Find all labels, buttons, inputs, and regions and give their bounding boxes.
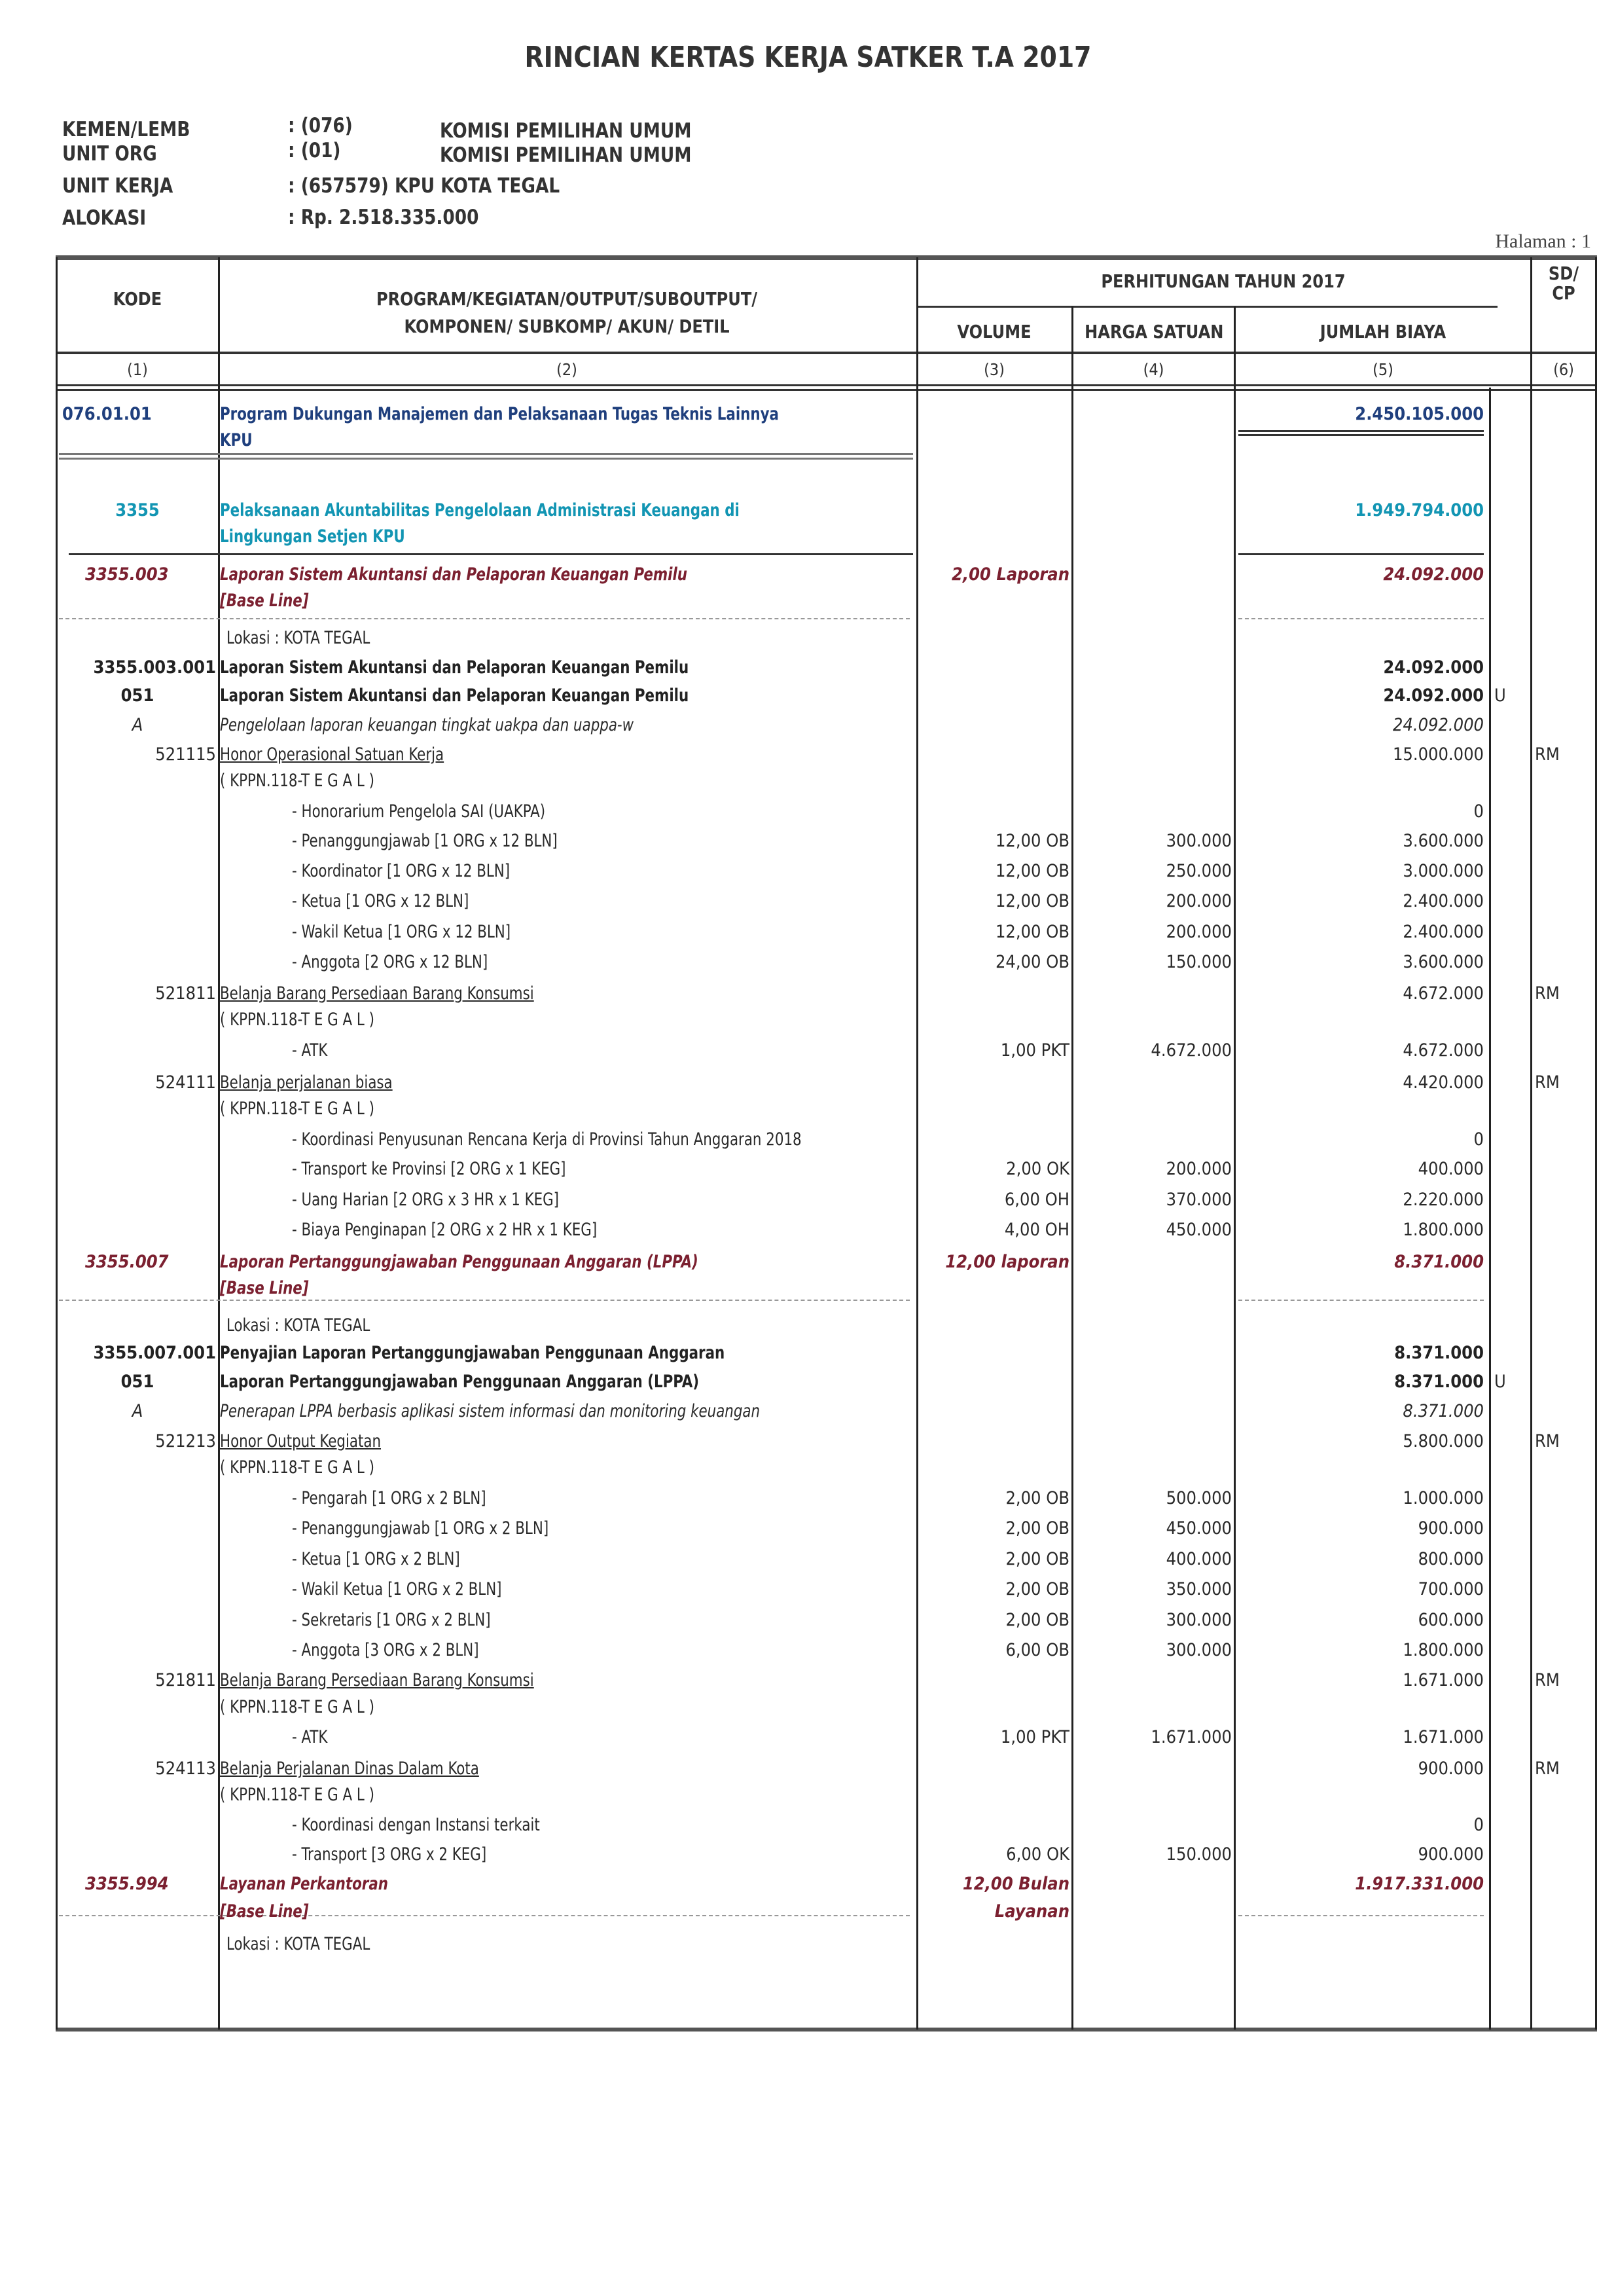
row-jumlah-biaya: 1.000.000: [1403, 1488, 1484, 1508]
row-harga-satuan: 200.000: [1166, 1159, 1232, 1179]
row-description: Belanja Perjalanan Dinas Dalam Kota: [220, 1758, 479, 1779]
col-header-perhitungan: PERHITUNGAN TAHUN 2017: [1101, 270, 1346, 292]
row-kode: 3355: [115, 500, 160, 520]
row-harga-satuan: 150.000: [1166, 952, 1232, 972]
row-description: ( KPPN.118-T E G A L ): [220, 1785, 374, 1805]
row-harga-satuan: 450.000: [1166, 1220, 1232, 1240]
row-description-line2: KPU: [220, 430, 253, 450]
col-border-jumlah: [1489, 388, 1491, 2030]
unit-org-code: : (01): [288, 139, 341, 162]
row-description: ( KPPN.118-T E G A L ): [220, 1697, 374, 1717]
unit-org-name: KOMISI PEMILIHAN UMUM: [440, 143, 692, 167]
row-jumlah-biaya: 4.672.000: [1403, 983, 1484, 1004]
row-kode: A: [132, 715, 143, 735]
row-tag: U: [1494, 685, 1506, 706]
col-header-program-line2: KOMPONEN/ SUBKOMP/ AKUN/ DETIL: [404, 316, 730, 337]
row-description: Belanja Barang Persediaan Barang Konsumsi: [220, 1670, 534, 1690]
col-number-5: (5): [1373, 360, 1393, 379]
program-separator-1: [59, 453, 913, 455]
row-jumlah-biaya: 2.400.000: [1403, 891, 1484, 911]
row-description: - Wakil Ketua [1 ORG x 12 BLN]: [292, 922, 511, 942]
row-jumlah-biaya: 24.092.000: [1383, 657, 1484, 678]
row-jumlah-biaya: 400.000: [1418, 1159, 1484, 1179]
numbering-divider-1: [56, 384, 1597, 386]
row-jumlah-biaya: 1.949.794.000: [1355, 500, 1484, 520]
row-volume: 6,00 OB: [1005, 1640, 1069, 1660]
row-description-line2: Lingkungan Setjen KPU: [220, 526, 405, 547]
row-description: - Anggota [2 ORG x 12 BLN]: [292, 952, 488, 972]
row-volume: 12,00 OB: [995, 831, 1069, 851]
row-description: - Uang Harian [2 ORG x 3 HR x 1 KEG]: [292, 1190, 560, 1210]
row-kode: 051: [120, 685, 154, 706]
row-kode: 3355.003: [85, 564, 169, 585]
row-jumlah-biaya: 8.371.000: [1394, 1343, 1484, 1363]
row-sdcp: RM: [1535, 744, 1560, 765]
row-volume: 2,00 OK: [1006, 1159, 1069, 1179]
row-kode: 076.01.01: [62, 404, 152, 424]
table-bottom-border: [56, 2028, 1597, 2032]
row-volume-line2: Layanan: [994, 1901, 1069, 1922]
row-kode: 524111: [155, 1072, 216, 1093]
row-description-line2: [Base Line]: [220, 1901, 309, 1922]
row-volume: 2,00 OB: [1005, 1549, 1069, 1569]
row-sdcp: RM: [1535, 1072, 1560, 1093]
row-jumlah-biaya: 0: [1473, 1815, 1484, 1835]
row-volume: 12,00 Bulan: [962, 1874, 1069, 1894]
row-volume: 24,00 OB: [995, 952, 1069, 972]
row-description: - Koordinator [1 ORG x 12 BLN]: [292, 861, 511, 881]
row-harga-satuan: 500.000: [1166, 1488, 1232, 1508]
row-harga-satuan: 200.000: [1166, 922, 1232, 942]
program-total-underline-1: [1238, 430, 1484, 432]
row-jumlah-biaya: 1.671.000: [1403, 1670, 1484, 1690]
row-harga-satuan: 400.000: [1166, 1549, 1232, 1569]
row-description: - ATK: [292, 1040, 328, 1061]
row-description: Laporan Pertanggungjawaban Penggunaan Anggaran (LPPA): [220, 1252, 698, 1272]
unit-kerja-label: UNIT KERJA: [62, 174, 173, 198]
row-kode: 521115: [155, 744, 216, 765]
row-volume: 12,00 OB: [995, 891, 1069, 911]
row-jumlah-biaya: 800.000: [1418, 1549, 1484, 1569]
alokasi-label: ALOKASI: [62, 206, 147, 230]
output-dash-1-jumlah: [1238, 618, 1484, 619]
row-description: Laporan Sistem Akuntansi dan Pelaporan Keuangan Pemilu: [220, 685, 689, 706]
row-description: Laporan Sistem Akuntansi dan Pelaporan Keuangan Pemilu: [220, 564, 688, 585]
row-kode: 3355.007: [85, 1252, 169, 1272]
row-kode: 051: [120, 1372, 154, 1392]
row-description: - Anggota [3 ORG x 2 BLN]: [292, 1640, 479, 1660]
row-description: Belanja Barang Persediaan Barang Konsumsi: [220, 983, 534, 1004]
col-number-2: (2): [556, 360, 577, 379]
kemen-label: KEMEN/LEMB: [62, 118, 190, 141]
row-kode: 521811: [155, 1670, 216, 1690]
row-jumlah-biaya: 900.000: [1418, 1518, 1484, 1539]
output-dash-2-jumlah: [1238, 1300, 1484, 1301]
output-dash-1: [59, 618, 910, 619]
row-description: - Wakil Ketua [1 ORG x 2 BLN]: [292, 1579, 502, 1599]
col-border-harga: [1234, 306, 1236, 2030]
row-harga-satuan: 1.671.000: [1151, 1727, 1232, 1747]
row-jumlah-biaya: 2.450.105.000: [1355, 404, 1484, 424]
row-jumlah-biaya: 8.371.000: [1394, 1372, 1484, 1392]
row-kode: 524113: [155, 1758, 216, 1779]
row-harga-satuan: 250.000: [1166, 861, 1232, 881]
row-jumlah-biaya: 8.371.000: [1394, 1252, 1484, 1272]
row-jumlah-biaya: 8.371.000: [1403, 1401, 1484, 1421]
row-description: Laporan Sistem Akuntansi dan Pelaporan Keuangan Pemilu: [220, 657, 689, 678]
row-jumlah-biaya: 3.600.000: [1403, 831, 1484, 851]
program-total-underline-2: [1238, 434, 1484, 436]
kegiatan-total-underline: [1238, 553, 1484, 555]
row-harga-satuan: 450.000: [1166, 1518, 1232, 1539]
row-description: Program Dukungan Manajemen dan Pelaksanaan Tugas Teknis Lainnya: [220, 404, 779, 424]
row-description: ( KPPN.118-T E G A L ): [220, 1457, 374, 1478]
col-number-4: (4): [1143, 360, 1164, 379]
row-volume: 2,00 Laporan: [952, 564, 1069, 585]
row-jumlah-biaya: 0: [1473, 1129, 1484, 1150]
row-harga-satuan: 370.000: [1166, 1190, 1232, 1210]
row-description: - ATK: [292, 1727, 328, 1747]
row-jumlah-biaya: 1.800.000: [1403, 1640, 1484, 1660]
row-jumlah-biaya: 2.400.000: [1403, 922, 1484, 942]
row-sdcp: RM: [1535, 1758, 1560, 1779]
row-sdcp: RM: [1535, 1670, 1560, 1690]
row-description: ( KPPN.118-T E G A L ): [220, 1099, 374, 1119]
row-volume: 6,00 OK: [1006, 1844, 1069, 1865]
row-description: - Koordinasi Penyusunan Rencana Kerja di Provinsi Tahun Anggaran 2018: [292, 1129, 802, 1150]
row-description: - Biaya Penginapan [2 ORG x 2 HR x 1 KEG]: [292, 1220, 598, 1240]
row-kode: 3355.003.001: [93, 657, 216, 678]
row-description: Pengelolaan laporan keuangan tingkat uakpa dan uappa-w: [220, 715, 634, 735]
row-jumlah-biaya: 4.420.000: [1403, 1072, 1484, 1093]
row-description: Lokasi : KOTA TEGAL: [226, 628, 370, 648]
row-jumlah-biaya: 0: [1473, 801, 1484, 822]
kemen-code: : (076): [288, 114, 353, 137]
col-header-jumlah: JUMLAH BIAYA: [1320, 321, 1446, 342]
row-description-line2: [Base Line]: [220, 1278, 309, 1298]
row-jumlah-biaya: 24.092.000: [1383, 564, 1484, 585]
row-description: Lokasi : KOTA TEGAL: [226, 1934, 370, 1954]
page-title: RINCIAN KERTAS KERJA SATKER T.A 2017: [524, 41, 1092, 74]
alokasi-value: : Rp. 2.518.335.000: [288, 206, 479, 229]
row-volume: 6,00 OH: [1004, 1190, 1069, 1210]
kegiatan-separator: [69, 553, 913, 555]
row-description: - Ketua [1 ORG x 12 BLN]: [292, 891, 469, 911]
row-jumlah-biaya: 3.000.000: [1403, 861, 1484, 881]
col-number-6: (6): [1553, 360, 1574, 379]
row-jumlah-biaya: 2.220.000: [1403, 1190, 1484, 1210]
row-sdcp: RM: [1535, 983, 1560, 1004]
col-border-program: [916, 257, 918, 2030]
row-kode: 521811: [155, 983, 216, 1004]
row-jumlah-biaya: 600.000: [1418, 1610, 1484, 1630]
table-top-border: [56, 255, 1597, 260]
output-dash-3-jumlah: [1238, 1915, 1484, 1916]
row-kode: 3355.994: [85, 1874, 169, 1894]
row-harga-satuan: 350.000: [1166, 1579, 1232, 1599]
row-harga-satuan: 150.000: [1166, 1844, 1232, 1865]
col-border-sdcp: [1530, 257, 1532, 2030]
col-border-right: [1595, 257, 1597, 2030]
page-number: Halaman : 1: [1495, 230, 1591, 252]
col-number-1: (1): [127, 360, 148, 379]
row-volume: 12,00 laporan: [945, 1252, 1069, 1272]
row-description: - Pengarah [1 ORG x 2 BLN]: [292, 1488, 486, 1508]
row-jumlah-biaya: 5.800.000: [1403, 1431, 1484, 1451]
row-description: Laporan Pertanggungjawaban Penggunaan Anggaran (LPPA): [220, 1372, 700, 1392]
col-border-left: [56, 257, 58, 2030]
row-volume: 1,00 PKT: [1000, 1040, 1069, 1061]
row-sdcp: RM: [1535, 1431, 1560, 1451]
row-description: Belanja perjalanan biasa: [220, 1072, 393, 1093]
row-description: - Koordinasi dengan Instansi terkait: [292, 1815, 540, 1835]
col-border-volume: [1071, 306, 1073, 2030]
row-jumlah-biaya: 700.000: [1418, 1579, 1484, 1599]
row-description: Lokasi : KOTA TEGAL: [226, 1315, 370, 1336]
col-header-sdcp: SD/ CP: [1548, 263, 1579, 304]
row-jumlah-biaya: 900.000: [1418, 1758, 1484, 1779]
row-volume: 2,00 OB: [1005, 1579, 1069, 1599]
row-description-line2: [Base Line]: [220, 591, 309, 611]
row-jumlah-biaya: 4.672.000: [1403, 1040, 1484, 1061]
row-harga-satuan: 300.000: [1166, 1610, 1232, 1630]
row-description: Honor Operasional Satuan Kerja: [220, 744, 444, 765]
row-description: Layanan Perkantoran: [220, 1874, 388, 1894]
row-description: Penerapan LPPA berbasis aplikasi sistem informasi dan monitoring keuangan: [220, 1401, 761, 1421]
row-description: - Penanggungjawab [1 ORG x 2 BLN]: [292, 1518, 549, 1539]
row-harga-satuan: 300.000: [1166, 1640, 1232, 1660]
row-description: Honor Output Kegiatan: [220, 1431, 382, 1451]
row-description: - Honorarium Pengelola SAI (UAKPA): [292, 801, 546, 822]
row-kode: 3355.007.001: [93, 1343, 216, 1363]
row-jumlah-biaya: 15.000.000: [1392, 744, 1484, 765]
row-description: ( KPPN.118-T E G A L ): [220, 771, 374, 791]
unit-org-label: UNIT ORG: [62, 142, 157, 166]
row-volume: 12,00 OB: [995, 922, 1069, 942]
row-volume: 2,00 OB: [1005, 1518, 1069, 1539]
row-tag: U: [1494, 1372, 1506, 1392]
row-description: - Sekretaris [1 ORG x 2 BLN]: [292, 1610, 491, 1630]
row-kode: A: [132, 1401, 143, 1421]
row-jumlah-biaya: 3.600.000: [1403, 952, 1484, 972]
row-description: Pelaksanaan Akuntabilitas Pengelolaan Administrasi Keuangan di: [220, 500, 740, 520]
row-kode: 521213: [155, 1431, 216, 1451]
header-subdivider: [916, 306, 1498, 308]
col-header-harga: HARGA SATUAN: [1085, 321, 1224, 342]
row-harga-satuan: 300.000: [1166, 831, 1232, 851]
col-header-program-line1: PROGRAM/KEGIATAN/OUTPUT/SUBOUTPUT/: [376, 288, 758, 310]
row-volume: 2,00 OB: [1005, 1610, 1069, 1630]
row-harga-satuan: 200.000: [1166, 891, 1232, 911]
row-description: ( KPPN.118-T E G A L ): [220, 1010, 374, 1030]
row-jumlah-biaya: 24.092.000: [1392, 715, 1484, 735]
col-header-volume: VOLUME: [957, 321, 1032, 342]
row-jumlah-biaya: 1.917.331.000: [1355, 1874, 1484, 1894]
output-dash-2: [59, 1300, 910, 1301]
row-jumlah-biaya: 24.092.000: [1383, 685, 1484, 706]
row-description: - Transport ke Provinsi [2 ORG x 1 KEG]: [292, 1159, 566, 1179]
row-volume: 1,00 PKT: [1000, 1727, 1069, 1747]
row-description: - Penanggungjawab [1 ORG x 12 BLN]: [292, 831, 558, 851]
row-jumlah-biaya: 1.800.000: [1403, 1220, 1484, 1240]
row-jumlah-biaya: 1.671.000: [1403, 1727, 1484, 1747]
program-separator-2: [59, 458, 913, 460]
col-header-kode: KODE: [113, 288, 162, 310]
row-volume: 12,00 OB: [995, 861, 1069, 881]
row-description: - Ketua [1 ORG x 2 BLN]: [292, 1549, 460, 1569]
output-dash-3: [59, 1915, 910, 1916]
row-description: Penyajian Laporan Pertanggungjawaban Penggunaan Anggaran: [220, 1343, 725, 1363]
row-volume: 2,00 OB: [1005, 1488, 1069, 1508]
header-divider: [56, 352, 1597, 354]
row-harga-satuan: 4.672.000: [1151, 1040, 1232, 1061]
numbering-divider-2: [56, 389, 1597, 391]
row-volume: 4,00 OH: [1004, 1220, 1069, 1240]
col-number-3: (3): [984, 360, 1005, 379]
row-description: - Transport [3 ORG x 2 KEG]: [292, 1844, 487, 1865]
row-jumlah-biaya: 900.000: [1418, 1844, 1484, 1865]
kemen-name: KOMISI PEMILIHAN UMUM: [440, 119, 692, 143]
unit-kerja-value: : (657579) KPU KOTA TEGAL: [288, 174, 560, 198]
